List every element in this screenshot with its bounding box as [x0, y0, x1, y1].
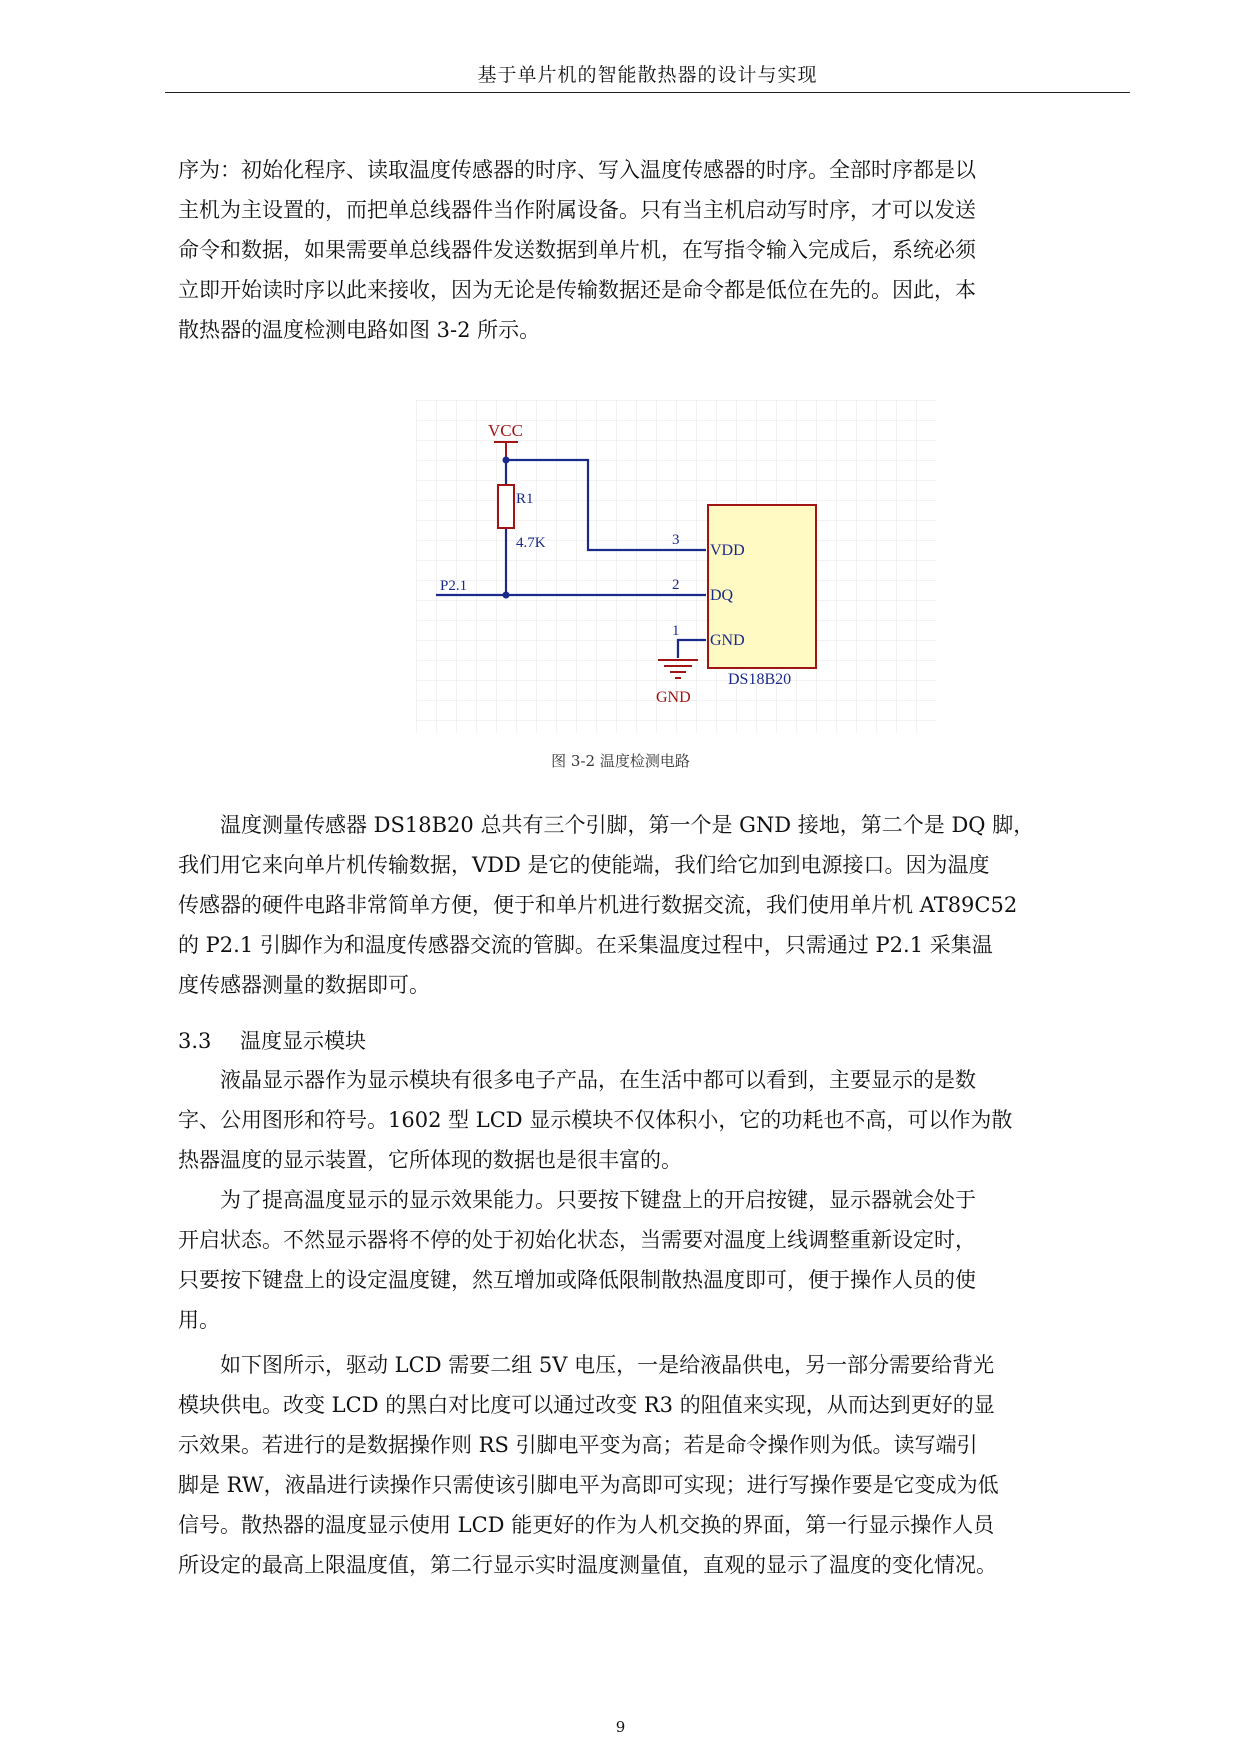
paragraph-2	[178, 805, 1118, 1005]
text-line: 传感器的硬件电路非常简单方便，便于和单片机进行数据交流，我们使用单片机 AT89C52	[178, 893, 1018, 917]
section-number: 3.3	[178, 1029, 212, 1053]
pin-number-3: 3	[672, 532, 680, 548]
page-number: 9	[615, 1718, 626, 1736]
text-line: 如下图所示，驱动 LCD 需要二组 5V 电压，一是给液晶供电，另一部分需要给背光	[178, 1353, 995, 1377]
text-line: 主机为主设置的，而把单总线器件当作附属设备。只有当主机启动写时序，才可以发送	[178, 198, 976, 222]
resistor-r1	[498, 485, 514, 528]
text-line: 命令和数据，如果需要单总线器件发送数据到单片机，在写指令输入完成后，系统必须	[178, 238, 976, 262]
section-heading	[178, 1025, 366, 1055]
text-line: 的 P2.1 引脚作为和温度传感器交流的管脚。在采集温度过程中，只需通过 P2.1 采集温	[178, 933, 993, 957]
text-line: 信号。散热器的温度显示使用 LCD 能更好的作为人机交换的界面，第一行显示操作人员	[178, 1513, 995, 1537]
text-line: 立即开始读时序以此来接收，因为无论是传输数据还是命令都是低位在先的。因此，本	[178, 278, 976, 302]
chip-label: DS18B20	[728, 671, 792, 688]
text-line: 热器温度的显示装置，它所体现的数据也是很丰富的。	[178, 1148, 682, 1172]
text-line: 散热器的温度检测电路如图 3-2 所示。	[178, 318, 541, 342]
input-label-p21: P2.1	[440, 578, 468, 594]
pin-name-dq: DQ	[710, 587, 734, 604]
paragraph-4	[178, 1180, 1118, 1340]
resistor-value: 4.7K	[516, 535, 546, 551]
paragraph-3	[178, 1060, 1118, 1180]
pin-number-2: 2	[672, 577, 680, 593]
header-rule	[165, 92, 1130, 93]
junction-dot	[503, 592, 510, 599]
paragraph-5	[178, 1345, 1118, 1585]
text-line: 为了提高温度显示的显示效果能力。只要按下键盘上的开启按键，显示器就会处于	[178, 1188, 976, 1212]
schematic-grid	[416, 400, 936, 733]
text-line: 温度测量传感器 DS18B20 总共有三个引脚，第一个是 GND 接地，第二个是 DQ 脚，	[178, 813, 1035, 837]
pin-name-vdd: VDD	[710, 542, 745, 559]
pin-name-gnd: GND	[710, 632, 745, 649]
vcc-label: VCC	[488, 421, 523, 440]
figure-caption: 图 3-2 温度检测电路	[551, 752, 690, 770]
text-line: 所设定的最高上限温度值，第二行显示实时温度测量值，直观的显示了温度的变化情况。	[178, 1553, 997, 1577]
paragraph-1	[178, 150, 1118, 350]
temperature-detection-circuit	[416, 400, 936, 733]
text-line: 字、公用图形和符号。1602 型 LCD 显示模块不仅体积小，它的功耗也不高，可以作为散	[178, 1108, 1013, 1132]
pin-number-1: 1	[672, 623, 680, 639]
text-line: 用。	[178, 1308, 220, 1332]
text-line: 度传感器测量的数据即可。	[178, 973, 430, 997]
resistor-name: R1	[516, 491, 534, 507]
page-header: 基于单片机的智能散热器的设计与实现	[477, 64, 818, 86]
text-line: 脚是 RW，液晶进行读操作只需使该引脚电平为高即可实现；进行写操作要是它变成为低	[178, 1473, 999, 1497]
text-line: 液晶显示器作为显示模块有很多电子产品，在生活中都可以看到，主要显示的是数	[178, 1068, 976, 1092]
junction-dot	[503, 457, 510, 464]
text-line: 只要按下键盘上的设定温度键，然互增加或降低限制散热温度即可，便于操作人员的使	[178, 1268, 976, 1292]
gnd-label: GND	[656, 689, 691, 706]
text-line: 序为：初始化程序、读取温度传感器的时序、写入温度传感器的时序。全部时序都是以	[178, 158, 976, 182]
text-line: 示效果。若进行的是数据操作则 RS 引脚电平变为高；若是命令操作则为低。读写端引	[178, 1433, 978, 1457]
text-line: 模块供电。改变 LCD 的黑白对比度可以通过改变 R3 的阻值来实现，从而达到更好的显	[178, 1393, 995, 1417]
text-line: 开启状态。不然显示器将不停的处于初始化状态，当需要对温度上线调整重新设定时，	[178, 1228, 976, 1252]
section-title: 温度显示模块	[240, 1029, 366, 1053]
text-line: 我们用它来向单片机传输数据，VDD 是它的使能端，我们给它加到电源接口。因为温度	[178, 853, 990, 877]
